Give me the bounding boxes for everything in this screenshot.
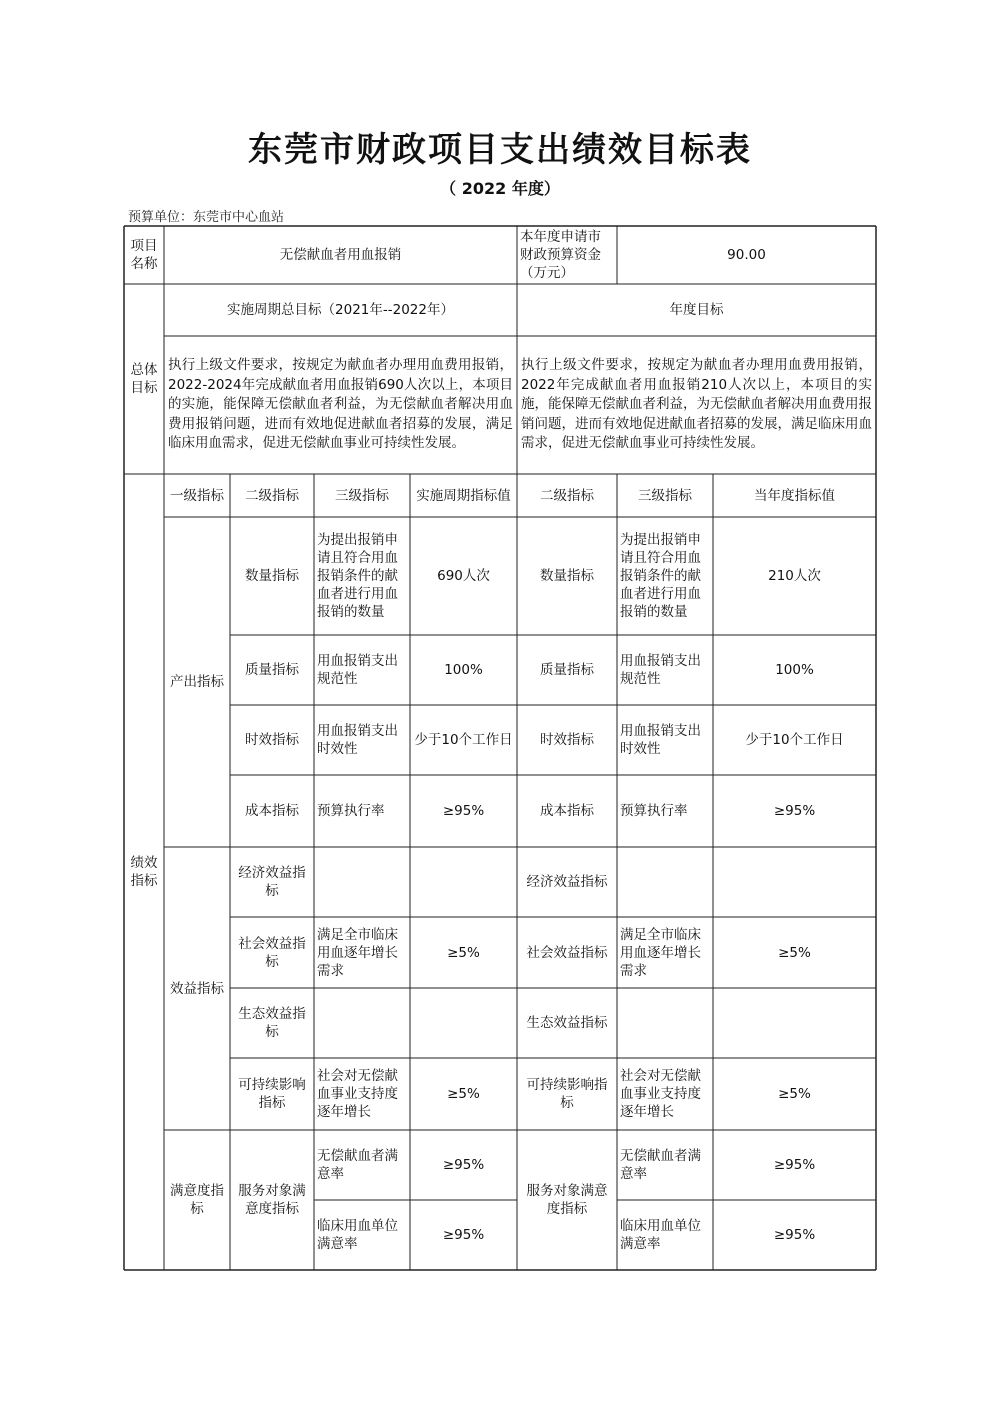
header-level2-annual: 二级指标 [540, 487, 594, 504]
level2-annual-cell: 经济效益指标 [526, 874, 608, 890]
page-title: 东莞市财政项目支出绩效目标表 [248, 130, 752, 170]
level2-annual-cell: 数量指标 [540, 568, 594, 584]
level2-cell: 可持续影响指标 [238, 1077, 306, 1111]
header-level2: 二级指标 [245, 487, 299, 504]
level3-cell: 为提出报销申请且符合用血报销条件的献血者进行用血报销的数量 [317, 532, 398, 620]
period-value-cell: 少于10个工作日 [414, 732, 513, 748]
level3-annual-cell [617, 847, 713, 917]
period-value-cell: ≥95% [442, 803, 485, 819]
fund-label: 本年度申请市财政预算资金（万元） [520, 229, 601, 281]
level3-cell: 满足全市临床用血逐年增长需求 [317, 926, 398, 979]
period-value-cell: ≥5% [447, 944, 480, 961]
satisfaction-annual-value: ≥95% [773, 1227, 816, 1243]
level3-annual-cell: 预算执行率 [620, 803, 688, 819]
annual-goal-text: 执行上级文件要求，按规定为献血者办理用血费用报销，2022年完成献血者用血报销210人次以上，本项目的实施，能保障无偿献血者利益，为无偿献血者解决用血费用报销问题，进而有效地促进献血者招募的发展，满足临床用血需求，促进无偿献血事业可持续性发展。 [521, 357, 872, 452]
level3-cell [314, 988, 410, 1058]
annual-value-cell: 100% [775, 662, 814, 678]
year-line: （ 2022 年度） [440, 179, 560, 198]
satisfaction-period-value: ≥95% [442, 1157, 485, 1173]
period-goal-header: 实施周期总目标（2021年--2022年） [227, 302, 454, 318]
level2-cell: 生态效益指标 [238, 1006, 306, 1040]
group-satisfaction: 满意度指标 [170, 1183, 224, 1217]
level3-cell [314, 847, 410, 917]
annual-goal-header: 年度目标 [669, 302, 724, 318]
level2-cell: 成本指标 [245, 803, 299, 819]
level2-cell: 数量指标 [245, 568, 299, 584]
annual-value-cell: ≥5% [778, 944, 811, 961]
annual-value-cell: ≥5% [778, 1086, 811, 1102]
period-value-cell: ≥5% [447, 1086, 480, 1102]
header-level3: 三级指标 [335, 487, 389, 504]
annual-value-cell: 210人次 [768, 568, 821, 584]
level2-cell: 经济效益指标 [238, 865, 306, 899]
level3-cell: 预算执行率 [317, 803, 385, 819]
level3-annual-cell: 社会对无偿献血事业支持度逐年增长 [620, 1068, 701, 1120]
level2-cell: 时效指标 [245, 732, 299, 748]
level2-cell: 质量指标 [245, 662, 299, 678]
satisfaction-level3: 无偿献血者满意率 [317, 1148, 398, 1182]
level2-annual-cell: 质量指标 [540, 662, 594, 678]
level3-cell: 社会对无偿献血事业支持度逐年增长 [317, 1068, 398, 1120]
project-name-value: 无偿献血者用血报销 [279, 247, 402, 263]
level3-annual-cell: 为提出报销申请且符合用血报销条件的献血者进行用血报销的数量 [620, 532, 701, 620]
group-output: 产出指标 [170, 674, 224, 690]
level3-cell: 用血报销支出时效性 [317, 723, 398, 757]
annual-value-cell [713, 847, 876, 917]
budget-unit: 预算单位：东莞市中心血站 [128, 210, 285, 225]
project-name-label: 项目名称 [130, 238, 158, 272]
annual-value-cell: ≥95% [773, 803, 816, 819]
header-annual-value: 当年度指标值 [754, 487, 835, 504]
performance-indicator-label: 绩效指标 [130, 855, 158, 889]
level2-annual-cell: 时效指标 [540, 732, 594, 748]
period-goal-text: 执行上级文件要求，按规定为献血者办理用血费用报销，2022-2024年完成献血者用血报销690人次以上，本项目的实施，能保障无偿献血者利益，为无偿献血者解决用血费用报销问题，进而有效地促进献血者招募的发展，满足临床用血需求，促进无偿献血事业可持续性发展。 [168, 357, 513, 452]
satisfaction-level2-annual: 服务对象满意度指标 [526, 1183, 608, 1217]
level3-annual-cell: 用血报销支出规范性 [620, 653, 701, 687]
header-level1: 一级指标 [170, 487, 224, 504]
period-value-cell: 690人次 [437, 568, 490, 584]
period-value-cell [410, 988, 517, 1058]
satisfaction-level3-annual: 无偿献血者满意率 [620, 1148, 701, 1182]
level2-annual-cell: 社会效益指标 [526, 944, 608, 961]
group-benefit: 效益指标 [170, 980, 224, 997]
period-value-cell: 100% [444, 662, 483, 678]
period-value-cell [410, 847, 517, 917]
overall-goal-label: 总体目标 [130, 362, 158, 396]
level2-cell: 社会效益指标 [238, 935, 306, 970]
level3-annual-cell: 满足全市临床用血逐年增长需求 [620, 926, 701, 979]
annual-value-cell: 少于10个工作日 [745, 732, 844, 748]
level3-annual-cell: 用血报销支出时效性 [620, 723, 701, 757]
satisfaction-level2: 服务对象满意度指标 [238, 1183, 306, 1217]
level3-cell: 用血报销支出规范性 [317, 653, 398, 687]
header-level3-annual: 三级指标 [638, 487, 692, 504]
satisfaction-annual-value: ≥95% [773, 1157, 816, 1173]
level2-annual-cell: 成本指标 [540, 803, 594, 819]
annual-value-cell [713, 988, 876, 1058]
satisfaction-period-value: ≥95% [442, 1227, 485, 1243]
satisfaction-level3: 临床用血单位满意率 [317, 1218, 398, 1252]
level2-annual-cell: 生态效益指标 [526, 1015, 608, 1031]
level2-annual-cell: 可持续影响指标 [526, 1077, 608, 1111]
header-period-value: 实施周期指标值 [416, 487, 511, 504]
satisfaction-level3-annual: 临床用血单位满意率 [620, 1218, 701, 1252]
level3-annual-cell [617, 988, 713, 1058]
fund-value: 90.00 [727, 247, 766, 263]
